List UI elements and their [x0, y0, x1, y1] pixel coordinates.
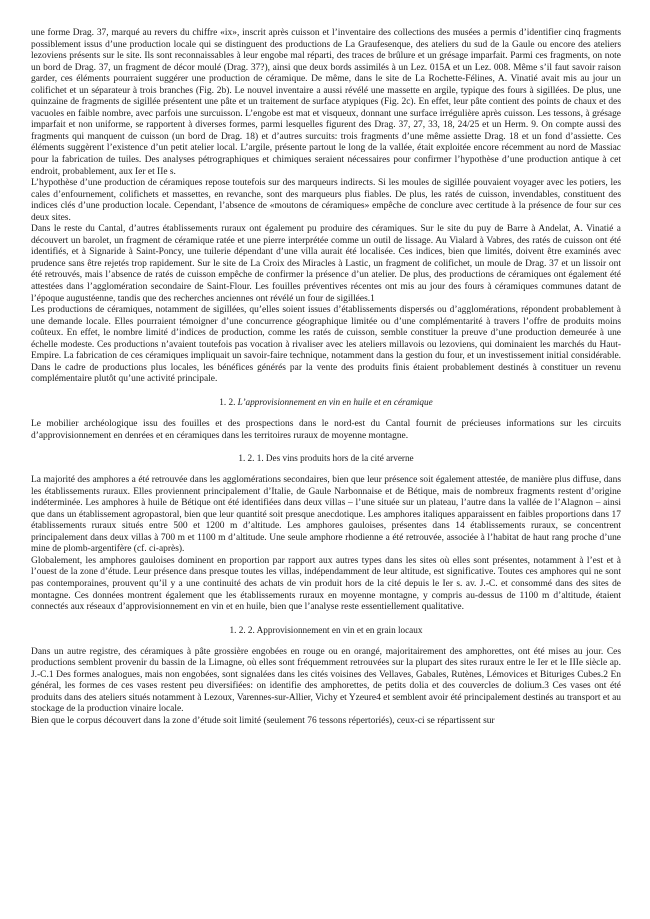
section-number: 1. 2. 2.	[229, 624, 255, 635]
paragraph: L’hypothèse d’une production de céramiques repose toutefois sur des marqueurs indirects. Si les moules de sigillée pouvaient voyager avec les potiers, les cales d’enfournement, colifichets et massettes, en revanche, sont des marqueurs plus fiables. De plus, les ratés de cuisson, invendables, constituent des indices clés d’une production locale. Cependant, l’absence de «moutons de céramiques» empêche de conclure avec certitude à la présence de four sur ces deux sites.	[31, 178, 621, 223]
section-heading-1-2	[31, 397, 621, 408]
body-text-top	[31, 28, 621, 386]
paragraph: La majorité des amphores a été retrouvée dans les agglomérations secondaires, bien que leur présence soit également attestée, de manière plus diffuse, dans les établissements ruraux. Elles proviennent principalement d’Italie, de Gaule Narbonnaise et de Bétique, mais de nombreux fragments restent d’origine indéterminée. Les amphores à huile de Bétique ont été identifiées dans deux villas – l’une située sur un plateau, l’autre dans la vallée de l’Alagnon – ainsi que dans un établissement agropastoral, bien que leur quantité soit presque anecdotique. Les amphores italiques apparaissent en faibles proportions dans 17 établissements ruraux situés entre 500 et 1200 m d’altitude. Les amphores gauloises, présentes dans 14 établissements ruraux, se concentrent principalement dans deux villas à 700 m et 1100 m d’altitude. Une seule amphore rhodienne a été retrouvée, associée à l’habitat de haut rang proche d’une mine de plomb-argentifère (cf. ci-après).	[31, 475, 621, 555]
section-title: L’approvisionnement en vin en huile et en céramique	[237, 396, 433, 407]
section-number: 1. 2. 1.	[238, 453, 264, 464]
paragraph: Le mobilier archéologique issu des fouilles et des prospections dans le nord-est du Cantal fournit de précieuses informations sur les circuits d’approvisionnement en denrées et en céramiques dans les territoires ruraux de moyenne montagne.	[31, 418, 621, 441]
paragraph: une forme Drag. 37, marqué au revers du chiffre «ix», inscrit après cuisson et l’inventaire des collections des musées a permis d’identifier cinq fragments possiblement issus d’une production locale qui se distinguent des productions de La Graufesenque, des ateliers du sud de la Gaule ou encore des ateliers lezoviens présents sur le site. Ils sont reconnaissables à leur engobe mal réparti, des traces de brûlure et un grésage imparfait. Parmi ces fragments, on note un bord de Drag. 37, un fragment de décor moulé (Drag. 37?), ainsi que deux bords assimilés à un Lez. 015A et un Lez. 008. Même s’il faut savoir raison garder, ces éléments pourraient suggérer une production de céramique. De même, dans le site de La Rochette-Félines, A. Vinatié avait mis au jour un colifichet et un séparateur à trois branches (Fig. 2b). Le nouvel inventaire a aussi révélé une massette en argile, typique des fours à sigillées. De plus, une quinzaine de fragments de sigillée présentent une pâte et un traitement de surface atypiques (Fig. 2c). En effet, leur pâte contient des points de chaux et des vacuoles en faible nombre, avec parfois une surcuisson. L’engobe est mat et visqueux, donnant une surface irrégulière après cuisson. Les tessons, à grésage imparfait et non uniforme, se rapportent à diverses formes, parmi lesquelles figurent des Drag. 37, 27, 33, 18, 24/25 et un Herm. 9. On compte aussi des fragments qui manquent de cuisson (un bord de Drag. 18) et d’autres surcuits: trois fragments d’une même assiette Drag. 18 et un fond d’assiette. Ces éléments suggèrent l’existence d’un petit atelier local. L’argile, présente partout le long de la vallée, était exploitée encore récemment au nord de Massiac pour la fabrication de tuiles. Des analyses pétrographiques et chimiques seraient nécessaires pour confirmer l’hypothèse d’une production antique à cet endroit, probablement, aux Ier et IIe s.	[31, 28, 621, 177]
section-title: Des vins produits hors de la cité arverne	[265, 453, 414, 464]
paragraph: Bien que le corpus découvert dans la zone d’étude soit limité (seulement 76 tessons répertoriés), ceux-ci se répartissent sur	[31, 715, 495, 726]
document-page	[31, 28, 621, 727]
paragraph: Les productions de céramiques, notamment de sigillées, qu’elles soient issues d’établissements dispersés ou d’agglomérations, répondent probablement à une demande locale. Elles pourraient témoigner d’une concurrence géographique limitée ou d’une complémentarité à travers l’offre de produits moins coûteux. En effet, le nombre limité d’indices de production, comme les ratés de cuisson, semble constituer la preuve d’une production demeurée à une échelle modeste. Ces productions n’avaient toutefois pas vocation à rivaliser avec les ateliers millavois ou lezoviens, qui dominaient les marchés du Haut-Empire. La fabrication de ces céramiques impliquait un savoir-faire technique, notamment dans la gestion du four, et un investissement initial considérable. Dans le cadre de productions plus locales, les bénéfices générés par la vente des produits finis étaient probablement destinés à constituer un revenu complémentaire plutôt qu’une activité principale.	[31, 305, 621, 385]
section-heading-1-2-1	[31, 453, 621, 464]
section-number: 1. 2.	[219, 396, 236, 407]
paragraph: Dans un autre registre, des céramiques à pâte grossière engobées en rouge ou en orangé, majoritairement des amphorettes, ont été mises au jour. Ces productions semblent provenir du bassin de la Limagne, où elles sont fréquemment retrouvées sur la plupart des sites ruraux entre le Ier et le IIIe siècle ap. J.-C.1 Des formes analogues, mais non engobées, sont signalées dans les cités voisines des Vellaves, Gabales, Rutènes, Lémovices et Bituriges Cubes.2 En général, les formes de ces vases restent peu diversifiées: on identifie des amphorettes, de petits dolia et des couvercles de dolium.3 Ces vases ont été produits dans des ateliers situés notamment à Lezoux, Varennes-sur-Allier, Vichy et Yzeure4 et semblent avoir été principalement destinés au transport et au stockage de la production vinaire locale.	[31, 646, 621, 715]
paragraph: Globalement, les amphores gauloises dominent en proportion par rapport aux autres types dans les sites où elles sont présentes, notamment à l’est et à l’ouest de la zone d’étude. Leur présence dans presque toutes les villas, indépendamment de leur altitude, est significative. Toutes ces amphores qui ne sont pas contemporaines, prouvent qu’il y a une continuité des achats de vin produit hors de la cité depuis le Ier s. av. J.-C. et consommé dans des sites de montagne. Ces données montrent également que les établissements ruraux en moyenne montagne, y compris au-dessus de 1100 m d’altitude, étaient connectés aux réseaux d’approvisionnement en vin et en huile, bien que l’analyse reste essentiellement qualitative.	[31, 555, 621, 613]
section-title: Approvisionnement en vin et en grain locaux	[256, 624, 423, 635]
paragraph: Dans le reste du Cantal, d’autres établissements ruraux ont également pu produire des céramiques. Sur le site du puy de Barre à Andelat, A. Vinatié a découvert un barolet, un fragment de céramique ratée et une pierre interprétée comme un outil de lissage. Au Vialard à Vabres, des ratés de cuisson ont été identifiés, et à Signaride à Saint-Poncy, une tuilerie dépendant d’une villa aurait été localisée. Ces indices, bien que limités, doivent être examinés avec prudence sans être rejetés trop rapidement. Sur le site de La Croix des Miracles à Lastic, un fragment de colifichet, un moule de Drag. 37 et un lissoir ont été retrouvés, mais l’absence de ratés de cuisson empêche de confirmer la présence d’un atelier. De plus, des productions de céramiques ont également été attestées dans l’agglomération secondaire de Saint-Flour. Les fouilles préventives récentes ont mis au jour des fours à céramiques communes datant de l’époque augustéenne, tandis que des recherches anciennes ont révélé un four de sigillées.1	[31, 224, 621, 304]
section-heading-1-2-2	[31, 625, 621, 636]
